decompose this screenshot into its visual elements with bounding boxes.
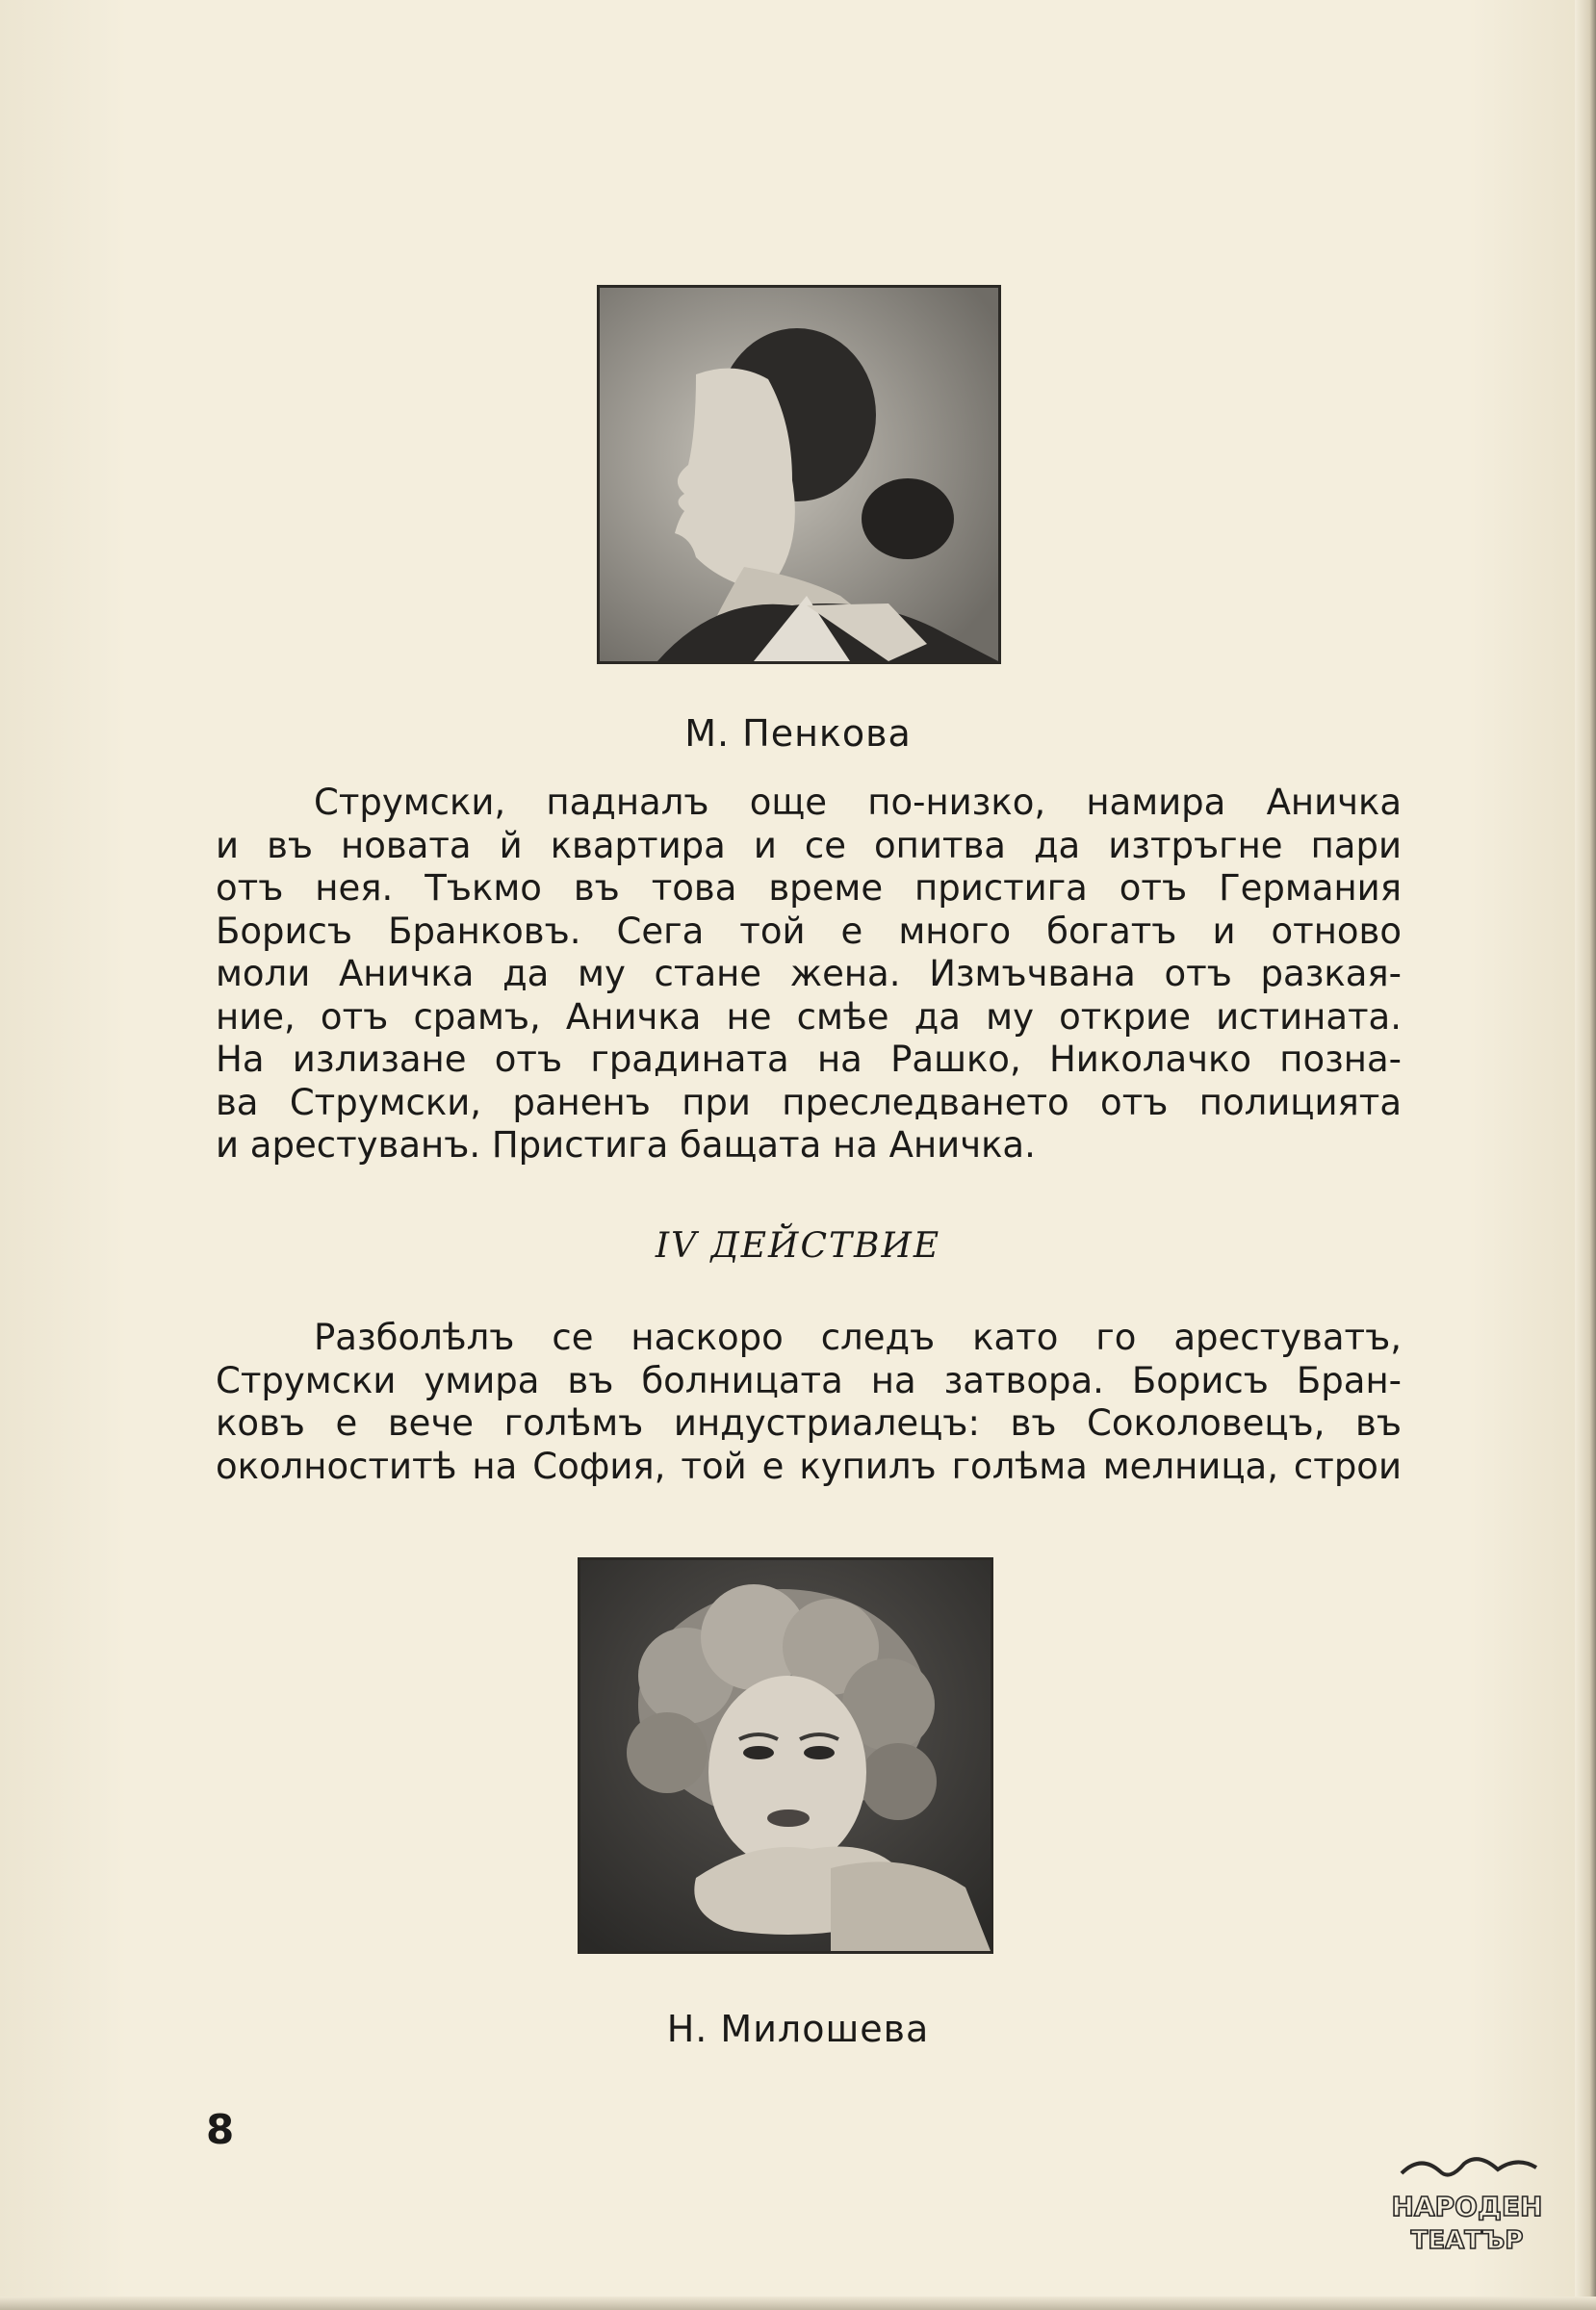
section-heading-act4: IV ДЕЙСТВИЕ [655, 1226, 941, 1266]
paragraph-act3-summary [216, 782, 1402, 1168]
paragraph-line: околноститѣ на София, той е купилъ голѣма мелница, строи [216, 1445, 1402, 1487]
page-edge-bottom [0, 2297, 1596, 2310]
paragraph-line: ние, отъ срамъ, Аничка не смѣе да му открие истината. [216, 995, 1402, 1038]
portrait-photo-penkova [597, 285, 1001, 664]
portrait-photo-milosheva [578, 1557, 993, 1954]
page-number: 8 [206, 2106, 235, 2153]
paragraph-line: Разболѣлъ се наскоро следъ като го арестуватъ, [314, 1317, 1402, 1358]
paragraph-line: На излизане отъ градината на Рашко, Николачко позна- [216, 1039, 1402, 1080]
page-edge-right [1575, 0, 1596, 2310]
paragraph-line: и въ новата й квартира и се опитва да изтръгне пари [216, 824, 1402, 866]
paragraph-line: моли Аничка да му стане жена. Измъчвана отъ разкая- [216, 953, 1402, 994]
photo-caption-milosheva: Н. Милошева [666, 2008, 930, 2050]
portrait-milosheva-image [580, 1560, 991, 1951]
paragraph-line: ковъ е вече голѣмъ индустриалецъ: въ Соколовецъ, въ [216, 1402, 1402, 1444]
national-theatre-stamp-logo [1382, 2152, 1552, 2260]
photo-caption-penkova: М. Пенкова [684, 712, 912, 755]
paragraph-line: Струмски умира въ болницата на затвора. Борисъ Бран- [216, 1359, 1402, 1401]
stamp-line1: НАРОДЕН [1391, 2191, 1543, 2222]
paragraph-line: Борисъ Бранковъ. Сега той е много богатъ и отново [216, 910, 1402, 952]
paragraph-line: отъ нея. Тъкмо въ това време пристига отъ Германия [216, 867, 1402, 909]
paragraph-line: ва Струмски, раненъ при преследването отъ полицията [216, 1081, 1402, 1123]
portrait-penkova-image [600, 288, 998, 661]
paragraph-line: Струмски, падналъ още по-низко, намира Аничка [314, 782, 1402, 823]
paragraph-act4-summary [216, 1317, 1402, 1488]
stamp-line2: ТЕАТЪР [1410, 2226, 1524, 2255]
paragraph-line: и арестуванъ. Пристига бащата на Аничка. [216, 1124, 1036, 1166]
